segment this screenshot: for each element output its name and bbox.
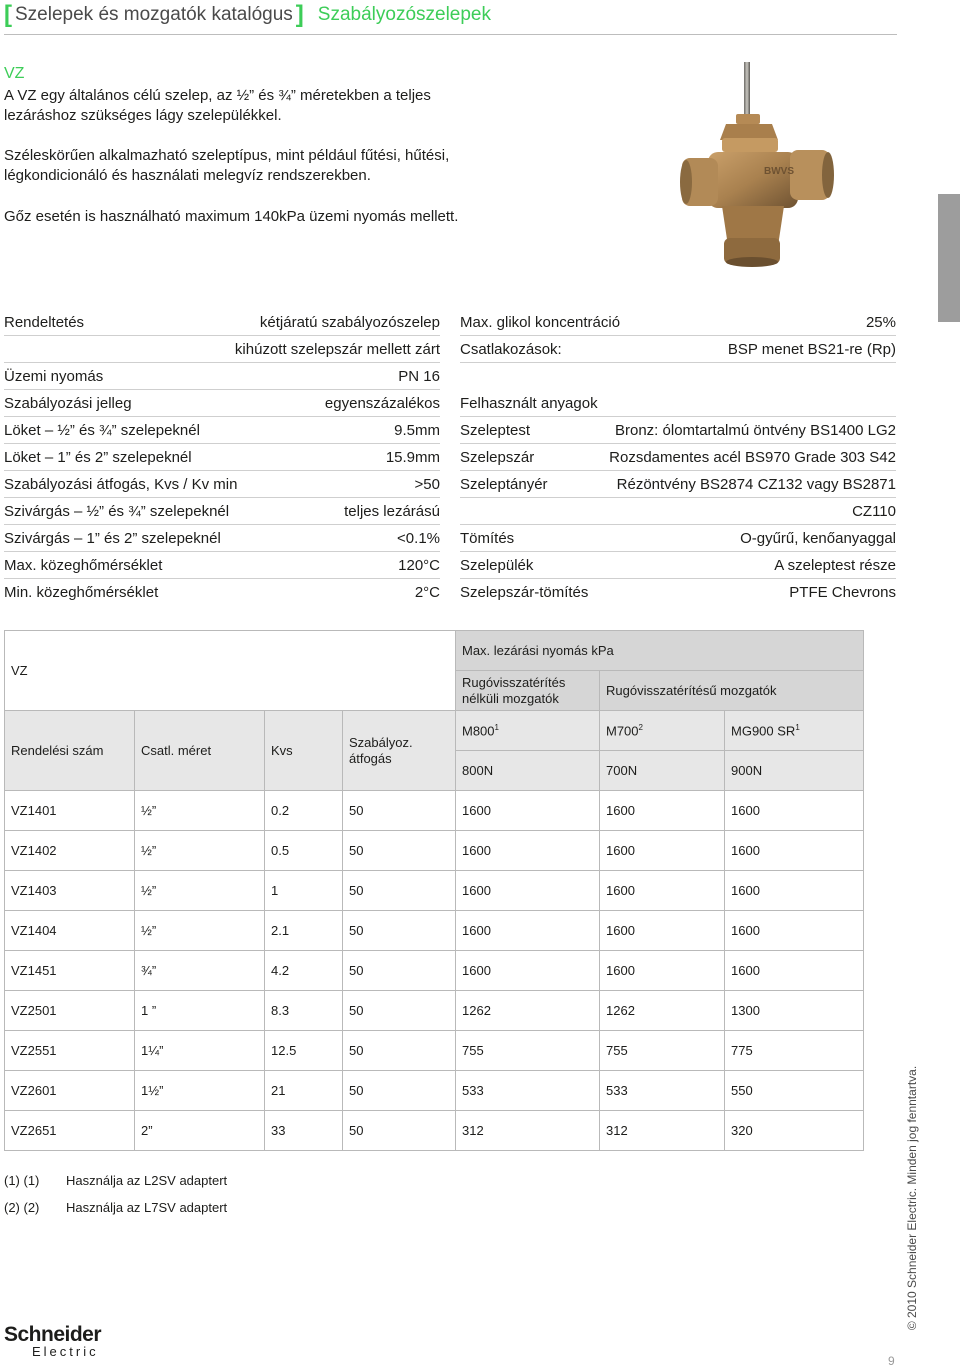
spec-row [4,309,440,336]
table-cell: 50 [343,1111,456,1151]
footnote-text: Használja az L7SV adaptert [66,1200,228,1215]
table-cell: 50 [343,911,456,951]
table-row [5,951,864,991]
spec-value: 2°C [414,583,440,601]
actuator-m800: $M800^1$ [456,711,600,751]
spec-label: Szelepszár-tömítés [460,583,589,601]
table-cell: 50 [343,951,456,991]
table-cell: 50 [343,991,456,1031]
spec-value: PN 16 [398,367,440,385]
spec-row [460,498,896,525]
spec-row [460,390,896,417]
spec-row [4,363,440,390]
spec-value: kétjáratú szabályozószelep [259,313,440,331]
actuator-mg900: MG900 $SR^1$ [725,711,864,751]
table-cell: 1600 [456,791,600,831]
table-cell: 2” [135,1111,265,1151]
table-cell: VZ2651 [5,1111,135,1151]
footnote-key: (1) (1) [4,1173,40,1188]
table-cell: 1600 [600,911,725,951]
spec-label: Szeleptányér [460,475,548,493]
table-cell: 1600 [725,871,864,911]
spec-row [4,444,440,471]
spec-row [4,552,440,579]
table-cell: VZ1404 [5,911,135,951]
spec-label: Szelepülék [460,556,534,574]
table-cell: 1600 [456,951,600,991]
table-cell: 8.3 [265,991,343,1031]
page-number: 9 [888,1354,895,1368]
table-cell: 50 [343,1031,456,1071]
copyright-text: © 2010 Schneider Electric. Minden jog fenntartva. [905,1065,919,1331]
table-cell: 2.1 [265,911,343,951]
table-cell: ½” [135,831,265,871]
spec-label: Rendeltetés [4,313,85,331]
spec-value: teljes lezárású [344,502,440,520]
table-cell: ½” [135,791,265,831]
spec-row [460,579,896,606]
header-divider [4,34,897,35]
spec-row [460,471,896,498]
section-title: Szabályozószelepek [317,4,491,25]
table-cell: ½” [135,871,265,911]
table-cell: VZ1401 [5,791,135,831]
spec-label: Szelepszár [460,448,535,466]
spec-value: PTFE Chevrons [789,583,896,601]
copyright-notice [902,1060,922,1336]
table-cell: 1600 [456,911,600,951]
table-cell: 550 [725,1071,864,1111]
spec-label: Max. glikol koncentráció [460,313,621,331]
footnote-1 [4,1167,227,1194]
spec-value: 9.5mm [394,421,440,439]
catalog-title: Szelepek és mozgatók katalógus [15,4,293,25]
page-header [4,2,491,28]
side-tab-marker [938,194,960,322]
table-cell: 1600 [456,871,600,911]
spec-label: Max. közeghőmérséklet [4,556,163,574]
spec-value: Bronz: ólomtartalmú öntvény BS1400 LG2 [615,421,896,439]
table-cell: ¾” [135,951,265,991]
spec-value: <0.1% [397,529,440,547]
spec-value: 15.9mm [385,448,440,466]
valve-marking: BWVS [764,166,794,177]
table-cell: 1262 [600,991,725,1031]
ordering-table-body [5,791,864,1151]
intro-paragraph-3: Gőz esetén is használható maximum 140kPa üzemi nyomás mellett. [4,208,459,225]
table-row [5,871,864,911]
spec-row [4,498,440,525]
table-vz-label: VZ [5,631,456,711]
table-cell: 33 [265,1111,343,1151]
table-cell: 0.2 [265,791,343,831]
table-cell: 12.5 [265,1031,343,1071]
col-order-number: Rendelési szám [5,711,135,791]
spec-row [4,417,440,444]
table-cell: VZ2551 [5,1031,135,1071]
table-cell: 21 [265,1071,343,1111]
table-cell: 50 [343,871,456,911]
table-cell: 775 [725,1031,864,1071]
col-connection-size: Csatl. méret [135,711,265,791]
logo-sub: Electric [32,1344,99,1359]
spec-label: Löket – ½” és ¾” szelepeknél [4,421,200,439]
spec-value: BSP menet BS21-re (Rp) [727,340,896,358]
spec-table-left [4,309,440,606]
spec-value: CZ110 [852,502,896,520]
spec-value: A szeleptest része [774,556,896,574]
table-cell: 1600 [600,791,725,831]
spec-value: egyenszázalékos [324,394,440,412]
schneider-logo [4,1324,114,1360]
spec-row [460,444,896,471]
table-cell: 755 [456,1031,600,1071]
spec-value: 120°C [398,556,440,574]
spec-label: Szabályozási átfogás, Kvs / Kv min [4,475,238,493]
table-row [5,1111,864,1151]
table-cell: 4.2 [265,951,343,991]
table-cell: 533 [600,1071,725,1111]
table-cell: 1600 [725,791,864,831]
table-cell: VZ1403 [5,871,135,911]
header-bracket-close: ] [295,1,304,28]
spec-value: 25% [865,313,896,331]
actuator-m700: $M700^2$ [600,711,725,751]
table-cell: 1 ” [135,991,265,1031]
table-cell: 1½” [135,1071,265,1111]
table-cell: VZ2601 [5,1071,135,1111]
header-bracket-open: [ [4,1,12,28]
spec-row [460,525,896,552]
product-title: VZ [4,65,25,82]
col-kvs: Kvs [265,711,343,791]
table-cell: 1600 [600,871,725,911]
spec-row [4,525,440,552]
spec-label: Csatlakozások: [460,340,562,358]
table-cell: 1600 [725,831,864,871]
spec-value: kihúzott szelepszár mellett zárt [234,340,440,358]
spec-value: >50 [414,475,440,493]
spec-label: Löket – 1” és 2” szelepeknél [4,448,192,466]
spec-row [4,390,440,417]
footnote-key: (2) (2) [4,1200,40,1215]
table-cell: 1262 [456,991,600,1031]
spec-value: Rézöntvény BS2874 CZ132 vagy BS2871 [616,475,896,493]
table-cell: 533 [456,1071,600,1111]
footnotes [4,1167,227,1221]
spec-row [4,336,440,363]
table-cell: VZ1451 [5,951,135,991]
table-cell: 1600 [725,951,864,991]
table-row [5,911,864,951]
table-cell: VZ1402 [5,831,135,871]
table-cell: 1300 [725,991,864,1031]
table-cell: 1600 [456,831,600,871]
spec-row [460,417,896,444]
max-pressure-header: Max. lezárási nyomás kPa [456,631,864,671]
table-cell: ½” [135,911,265,951]
table-row [5,791,864,831]
logo-name: Schneider [4,1323,102,1346]
spec-table-right [460,309,896,606]
spec-row [4,579,440,606]
actuator-code-700n: 700N [600,751,725,791]
table-cell: 50 [343,831,456,871]
actuator-code-800n: 800N [456,751,600,791]
spec-label: Szivárgás – ½” és ¾” szelepeknél [4,502,230,520]
spec-spacer-row [460,363,896,390]
table-cell: 50 [343,791,456,831]
intro-section [4,64,474,248]
spec-value: Rozsdamentes acél BS970 Grade 303 S42 [609,448,896,466]
spec-row [460,552,896,579]
spec-row [460,336,896,363]
table-cell: 50 [343,1071,456,1111]
table-cell: 1 [265,871,343,911]
footnote-2 [4,1194,227,1221]
table-cell: 1600 [600,951,725,991]
footnote-text: Használja az L2SV adaptert [66,1173,228,1188]
spec-label: Szeleptest [460,421,531,439]
materials-heading: Felhasznált anyagok [460,394,598,412]
intro-paragraph-2: Széleskörűen alkalmazható szeleptípus, mint például fűtési, hűtési, légkondicionáló és használati melegvíz rendszerekben. [4,147,450,184]
spec-label: Üzemi nyomás [4,367,104,385]
table-row [5,1071,864,1111]
table-row [5,831,864,871]
spec-value: O-gyűrű, kenőanyaggal [740,529,896,547]
spec-label: Szabályozási jelleg [4,394,132,412]
intro-paragraph-1: A VZ egy általános célú szelep, az ½” és ¾” méretekben a teljes lezáráshoz szükséges lágy szelepülékkel. [4,87,431,124]
spec-row [460,309,896,336]
spec-row [4,471,440,498]
ordering-table [4,630,864,1151]
valve-product-image [678,58,838,270]
table-cell: 312 [456,1111,600,1151]
spec-label: Szivárgás – 1” és 2” szelepeknél [4,529,221,547]
table-cell: 1600 [600,831,725,871]
table-cell: 755 [600,1031,725,1071]
table-cell: VZ2501 [5,991,135,1031]
spec-label: Min. közeghőmérséklet [4,583,159,601]
table-cell: 1600 [725,911,864,951]
spring-actuators-header: Rugóvisszatérítésű mozgatók [600,671,864,711]
non-spring-actuators-header: Rugóvisszatérítés nélküli mozgatók [456,671,600,711]
spec-label: Tömítés [460,529,515,547]
table-row [5,991,864,1031]
table-cell: 312 [600,1111,725,1151]
col-control-range: Szabályoz. átfogás [343,711,456,791]
actuator-code-900n: 900N [725,751,864,791]
table-cell: 1¼” [135,1031,265,1071]
table-cell: 320 [725,1111,864,1151]
table-row [5,1031,864,1071]
table-cell: 0.5 [265,831,343,871]
